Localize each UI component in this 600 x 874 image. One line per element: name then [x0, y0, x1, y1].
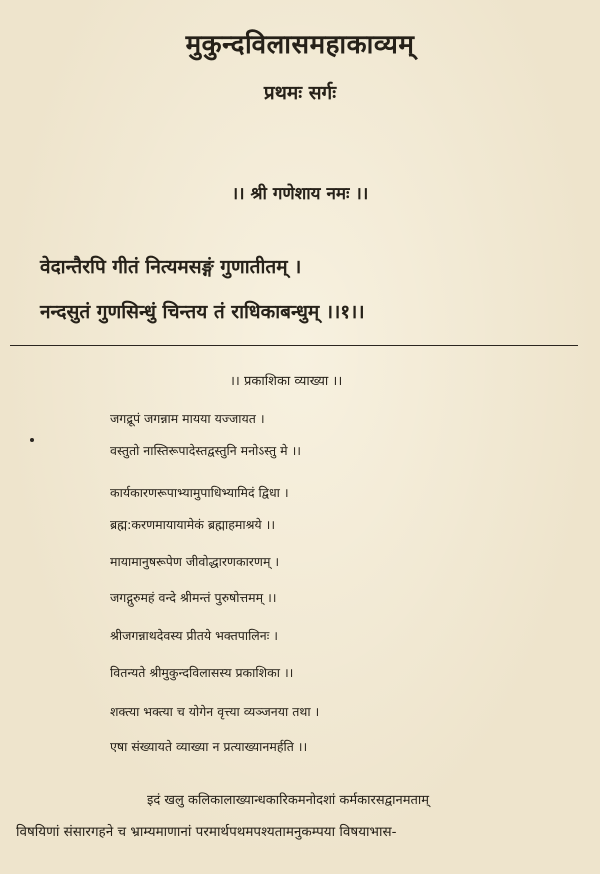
verse-line-1: वेदान्तैरपि गीतं नित्यमसङ्गं गुणातीतम् ।: [40, 256, 302, 278]
verse-line-2: नन्दसुतं गुणसिन्धुं चिन्तय तं राधिकाबन्धुम् ।।१।।: [40, 301, 365, 323]
commentary-line: वितन्यते श्रीमुकुन्दविलासस्य प्रकाशिका ।।: [110, 665, 294, 680]
ink-speck: [30, 438, 34, 442]
page-title: मुकुन्दविलासमहाकाव्यम्: [185, 30, 415, 60]
commentary-title: ।। प्रकाशिका व्याख्या ।।: [230, 374, 343, 389]
section-divider: [10, 345, 578, 346]
commentary-line: जगद्रूपं जगन्नाम मायया यज्जायत ।: [110, 411, 265, 426]
commentary-line: जगद्गुरुमहं वन्दे श्रीमन्तं पुरुषोत्तमम् ।।: [110, 590, 277, 605]
prose-line-2: विषयिणां संसारगहने च भ्राम्यमाणानां परमार्थपथमपश्यतामनुकम्पया विषयाभास-: [16, 824, 397, 840]
commentary-line: शक्त्या भक्त्या च योगेन वृत्त्या व्यञ्जनया तथा ।: [110, 704, 320, 719]
invocation: ।। श्री गणेशाय नमः ।।: [231, 184, 369, 204]
prose-line-1: इदं खलु कलिकालाख्यान्धकारिकमनोदशां कर्मकारसद्वानमताम्: [147, 793, 430, 808]
commentary-line: वस्तुतो नास्तिरूपादेस्तद्वस्तुनि मनोऽस्तु मे ।।: [110, 443, 302, 458]
commentary-line: श्रीजगन्नाथदेवस्य प्रीतये भक्तपालिनः ।: [110, 628, 278, 643]
canto-heading: प्रथमः सर्गः: [263, 82, 337, 104]
commentary-line: मायामानुषरूपेण जीवोद्धारणकारणम् ।: [110, 554, 280, 569]
commentary-line: ब्रह्म:करणमायायामेकं ब्रह्माहमाश्रये ।।: [110, 517, 276, 532]
commentary-line: एषा संख्यायते व्याख्या न प्रत्याख्यानमर्हति ।।: [110, 739, 308, 754]
commentary-line: कार्यकारणरूपाभ्यामुपाधिभ्यामिदं द्विधा ।: [110, 485, 289, 500]
